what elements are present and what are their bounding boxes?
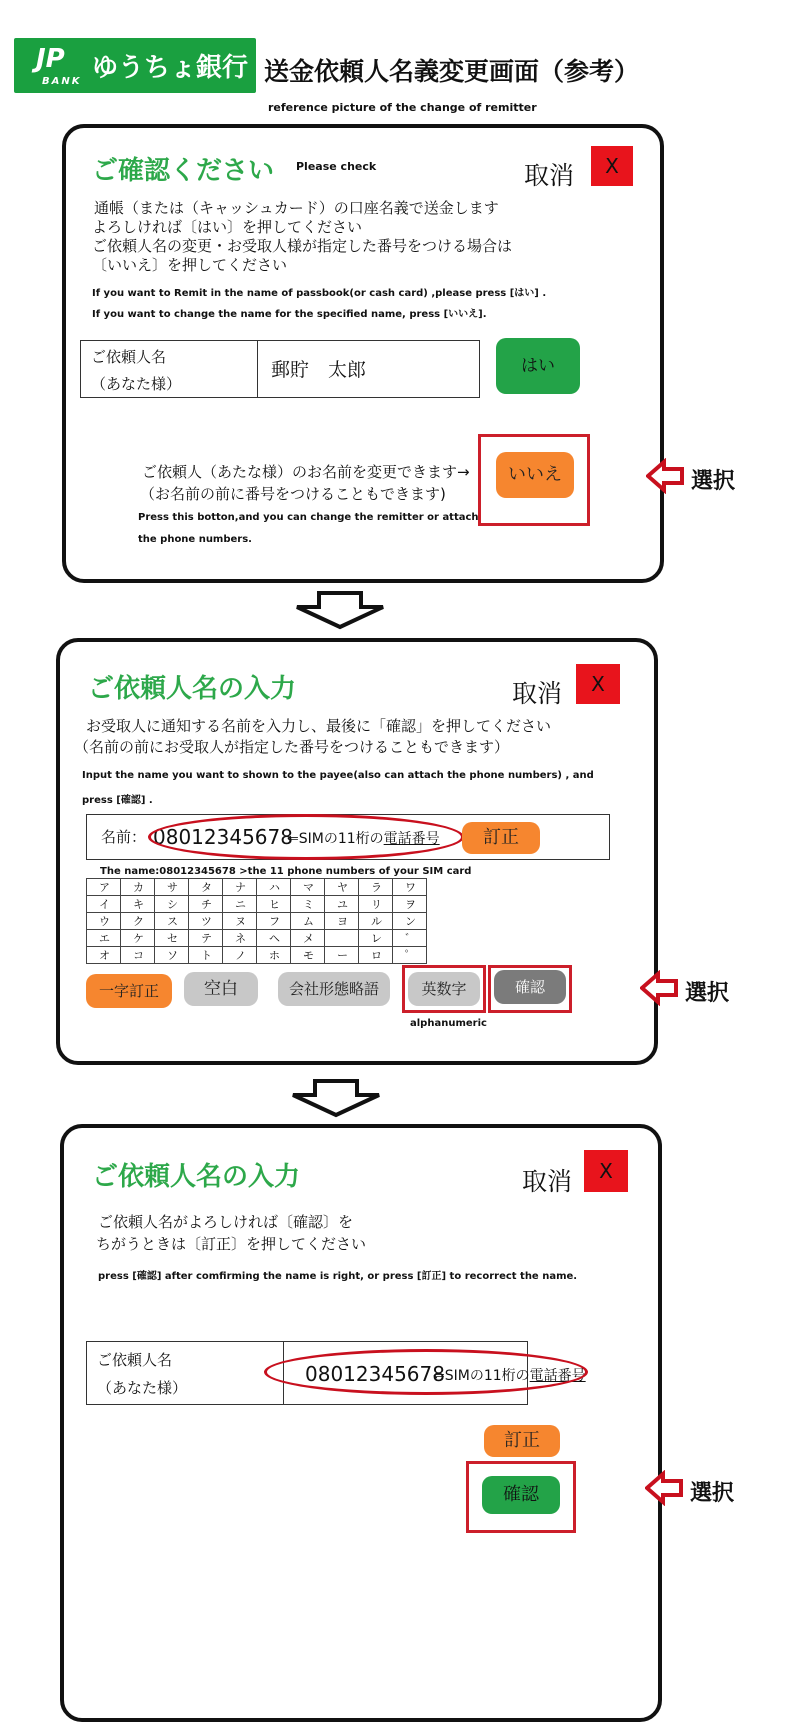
name-caption: The name:08012345678 >the 11 phone numbers of your SIM card <box>100 866 472 877</box>
confirm-instruction-2: ちがうときは〔訂正〕を押してください <box>96 1235 367 1253</box>
kana-key[interactable]: ン <box>393 913 427 930</box>
kana-key[interactable]: ヒ <box>257 896 291 913</box>
confirm-dialog-title: ご依頼人名の入力 <box>92 1162 301 1192</box>
kana-key[interactable]: ル <box>359 913 393 930</box>
cancel-label: 取消 <box>524 161 575 190</box>
kana-keyboard <box>86 878 427 964</box>
kana-key[interactable]: イ <box>87 896 121 913</box>
kana-key[interactable]: ニ <box>223 896 257 913</box>
space-button[interactable]: 空白 <box>184 972 258 1006</box>
down-arrow-2 <box>289 1078 383 1118</box>
select-label-3: 選択 <box>690 1481 735 1506</box>
name-label-sub: （あなた様） <box>97 1379 188 1397</box>
instruction-line-4: 〔いいえ〕を押してください <box>92 256 288 274</box>
kana-key[interactable]: ケ <box>121 930 155 947</box>
input-dialog-title: ご依頼人名の入力 <box>88 674 297 704</box>
kana-key[interactable]: メ <box>291 930 325 947</box>
company-abbrev-button[interactable]: 会社形態略語 <box>278 972 390 1006</box>
instruction-line-1: 通帳（または（キャッシュカード）の口座名義で送金します <box>94 199 499 217</box>
name-label: ご依頼人名 <box>91 348 167 366</box>
kana-key[interactable]: ツ <box>189 913 223 930</box>
alphanumeric-button[interactable]: 英数字 <box>408 972 480 1006</box>
kana-key[interactable]: ミ <box>291 896 325 913</box>
kana-key[interactable]: テ <box>189 930 223 947</box>
kana-key[interactable]: ヤ <box>325 879 359 896</box>
dialog-title: ご確認ください <box>92 156 275 186</box>
down-arrow-1 <box>293 590 387 630</box>
confirm-button[interactable]: 確認 <box>494 970 566 1004</box>
kana-key[interactable]: ゜ <box>393 947 427 964</box>
kana-key[interactable]: シ <box>155 896 189 913</box>
kana-key[interactable]: ユ <box>325 896 359 913</box>
kana-key[interactable]: オ <box>87 947 121 964</box>
sim-note: ⇐SIMの11桁の電話番号 <box>433 1368 586 1384</box>
kana-key[interactable]: タ <box>189 879 223 896</box>
kana-key[interactable]: レ <box>359 930 393 947</box>
input-instruction-en-1: Input the name you want to shown to the payee(also can attach the phone numbers) , and <box>82 770 594 781</box>
page-subtitle: reference picture of the change of remitter <box>268 101 537 114</box>
select-arrow-2 <box>640 970 680 1006</box>
kana-key[interactable]: セ <box>155 930 189 947</box>
name-prefix: 名前： <box>101 828 147 846</box>
kana-key[interactable]: ク <box>121 913 155 930</box>
kana-key[interactable]: ス <box>155 913 189 930</box>
kana-key[interactable]: モ <box>291 947 325 964</box>
japan-post-bank-logo <box>14 38 256 93</box>
sim-note: ⇐SIMの11桁の電話番号 <box>287 831 440 847</box>
kana-key[interactable]: ヘ <box>257 930 291 947</box>
name-input-value: 08012345678 <box>153 825 293 849</box>
one-char-fix-button[interactable]: 一字訂正 <box>86 974 172 1008</box>
kana-row <box>87 930 427 947</box>
dialog-title-en: Please check <box>296 160 377 173</box>
remitter-name-box <box>80 340 480 398</box>
remitter-name-value: 郵貯 太郎 <box>271 359 367 381</box>
kana-key[interactable]: ホ <box>257 947 291 964</box>
fix-button[interactable]: 訂正 <box>462 822 540 854</box>
kana-key[interactable]: ラ <box>359 879 393 896</box>
change-name-hint: ご依頼人（あたな様）のお名前を変更できます→ <box>142 463 470 481</box>
kana-key[interactable]: ム <box>291 913 325 930</box>
name-confirm-panel <box>60 1124 662 1722</box>
cancel-label: 取消 <box>512 679 563 708</box>
select-label-2: 選択 <box>685 981 730 1006</box>
select-arrow-3 <box>645 1470 685 1506</box>
name-label: ご依頼人名 <box>97 1351 173 1369</box>
no-button[interactable]: いいえ <box>496 452 574 498</box>
remitter-name-value: 08012345678 <box>305 1362 445 1386</box>
confirm-dialog-panel <box>62 124 664 583</box>
kana-key[interactable]: ハ <box>257 879 291 896</box>
kana-key[interactable]: ヨ <box>325 913 359 930</box>
kana-key[interactable]: マ <box>291 879 325 896</box>
page-title: 送金依頼人名義変更画面（参考） <box>264 57 640 86</box>
cancel-label: 取消 <box>522 1167 573 1196</box>
change-name-hint-2: （お名前の前に番号をつけることもできます) <box>140 485 446 503</box>
kana-row <box>87 896 427 913</box>
alnum-caption: alphanumeric <box>410 1018 487 1029</box>
kana-key[interactable]: ロ <box>359 947 393 964</box>
instruction-line-3: ご依頼人名の変更・お受取人様が指定した番号をつける場合は <box>92 237 513 255</box>
kana-key[interactable]: ト <box>189 947 223 964</box>
kana-row <box>87 947 427 964</box>
close-button[interactable]: X <box>584 1150 628 1192</box>
instruction-en-1: If you want to Remit in the name of passbook(or cash card) ,please press [はい] . <box>92 288 547 299</box>
change-name-hint-en-2: the phone numbers. <box>138 534 252 545</box>
kana-key[interactable]: エ <box>87 930 121 947</box>
kana-key[interactable]: ヌ <box>223 913 257 930</box>
logo-bank-text: BANK <box>42 76 82 87</box>
fix-button[interactable]: 訂正 <box>484 1425 560 1457</box>
kana-key[interactable]: チ <box>189 896 223 913</box>
input-instruction-1: お受取人に通知する名前を入力し、最後に「確認」を押してください <box>86 717 552 735</box>
input-instruction-en-2: press [確認] . <box>82 795 153 806</box>
close-button[interactable]: X <box>591 146 633 186</box>
select-arrow-1 <box>646 458 686 494</box>
close-button[interactable]: X <box>576 664 620 704</box>
kana-key[interactable]: ネ <box>223 930 257 947</box>
kana-key[interactable]: ア <box>87 879 121 896</box>
confirm-instruction-1: ご依頼人名がよろしければ〔確認〕を <box>98 1213 354 1231</box>
kana-key[interactable]: ワ <box>393 879 427 896</box>
kana-row <box>87 879 427 896</box>
kana-key[interactable] <box>325 930 359 947</box>
input-instruction-2: （名前の前にお受取人が指定した番号をつけることもできます） <box>74 738 510 756</box>
kana-key[interactable]: ナ <box>223 879 257 896</box>
logo-bank-name: ゆうちょ銀行 <box>92 53 249 83</box>
kana-key[interactable]: ノ <box>223 947 257 964</box>
name-input-panel <box>56 638 658 1065</box>
instruction-line-2: よろしければ〔はい〕を押してください <box>92 218 363 236</box>
confirm-button[interactable]: 確認 <box>482 1476 560 1514</box>
kana-key[interactable]: キ <box>121 896 155 913</box>
kana-key[interactable]: フ <box>257 913 291 930</box>
kana-key[interactable]: ー <box>325 947 359 964</box>
highlight-oval <box>264 1349 588 1395</box>
kana-key[interactable]: カ <box>121 879 155 896</box>
confirm-instruction-en: press [確認] after comfirming the name is right, or press [訂正] to recorrect the name. <box>98 1271 578 1282</box>
select-label-1: 選択 <box>691 469 736 494</box>
jp-logo-mark: JP <box>36 44 65 74</box>
instruction-en-2: If you want to change the name for the specified name, press [いいえ]. <box>92 309 487 320</box>
name-label-sub: （あなた様） <box>91 375 182 393</box>
kana-row <box>87 913 427 930</box>
highlight-oval <box>148 814 464 860</box>
kana-key[interactable]: ウ <box>87 913 121 930</box>
kana-key[interactable]: サ <box>155 879 189 896</box>
kana-key[interactable]: リ <box>359 896 393 913</box>
kana-key[interactable]: ヲ <box>393 896 427 913</box>
yes-button[interactable]: はい <box>496 338 580 394</box>
change-name-hint-en: Press this botton,and you can change the remitter or attach <box>138 512 479 523</box>
kana-key[interactable]: ソ <box>155 947 189 964</box>
kana-key[interactable]: コ <box>121 947 155 964</box>
kana-key[interactable]: ゛ <box>393 930 427 947</box>
